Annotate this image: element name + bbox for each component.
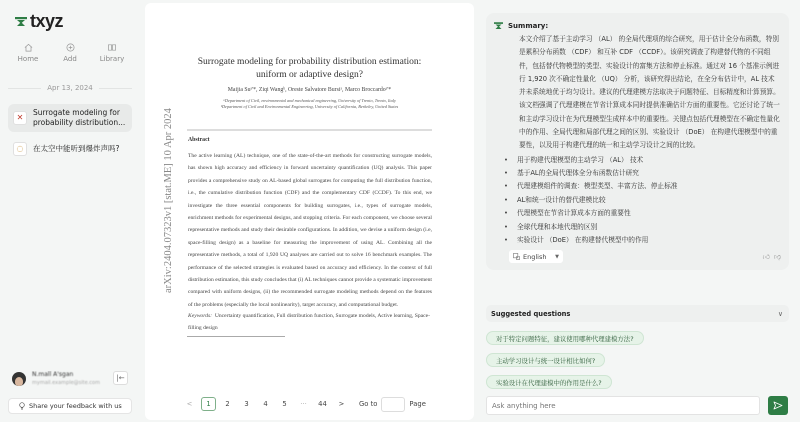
page-button-1[interactable]: 1 [201, 397, 216, 411]
nav-library-label: Library [99, 55, 125, 63]
feedback-label: Share your feedback with us [29, 402, 122, 410]
nav-home-label: Home [17, 55, 39, 63]
summary-heading: Summary: [508, 22, 549, 30]
summary-bullets [504, 154, 781, 248]
history-item-paper[interactable] [8, 104, 132, 132]
logo[interactable] [15, 11, 63, 32]
keywords [188, 311, 432, 334]
user-email: mymail.example@site.com [32, 380, 100, 386]
bullet-item: • 基于AL的全局代理体全分布函数估计研究 [504, 167, 781, 180]
thumbs-down-icon[interactable]: 👎︎ [773, 253, 781, 262]
feedback-button[interactable] [8, 398, 132, 414]
page-button-last[interactable]: 44 [318, 400, 327, 408]
nav-add-label: Add [63, 55, 77, 63]
page-label: Page [409, 400, 426, 408]
paper-title [145, 56, 474, 82]
chat-icon: ◌ [13, 142, 27, 156]
date-divider-label: Apr 13, 2024 [47, 84, 93, 92]
goto-label: Go to [359, 400, 378, 408]
user-name: N.mall A'sgan [32, 371, 74, 378]
history-item-label: 在太空中能听到爆炸声吗? [33, 143, 120, 153]
language-select[interactable] [509, 250, 563, 263]
logo-text: txyz [30, 11, 64, 31]
keywords-text: Uncertainty quantification, Full distribution function, Surrogate models, Active learning, Space-filling design [188, 313, 430, 331]
txyz-logo-icon [494, 22, 503, 30]
thumbs-up-icon[interactable]: 👍︎ [762, 253, 770, 262]
summary-footer [494, 250, 781, 264]
book-icon [107, 43, 117, 52]
page-button-5[interactable]: 5 [282, 400, 287, 408]
page-button-2[interactable]: 2 [225, 400, 230, 408]
pdf-icon: ✕ [13, 111, 27, 125]
page-button-4[interactable]: 4 [263, 400, 268, 408]
chat-input[interactable] [486, 396, 760, 415]
next-page-button[interactable]: > [338, 400, 345, 408]
home-icon [24, 43, 33, 52]
nav-library-button[interactable] [92, 43, 132, 63]
plus-circle-icon [66, 43, 75, 52]
suggested-question-chip[interactable]: 实验设计在代理建模中的作用是什么? [486, 375, 612, 389]
page-button-3[interactable]: 3 [244, 400, 249, 408]
arxiv-stamp: arXiv:2404.07323v1 [stat.ME] 10 Apr 2024 [163, 108, 174, 293]
abstract-heading: Abstract [188, 137, 210, 143]
summary-card [486, 13, 789, 270]
bullet-item: • 代理模型在节省计算成本方面的重要性 [504, 207, 781, 220]
date-divider [8, 84, 132, 92]
keywords-label: Keywords: [188, 313, 213, 320]
lightbulb-icon [19, 402, 25, 410]
bullet-item: • 全球代理和本地代理的区别 [504, 221, 781, 234]
language-value: English [523, 252, 547, 261]
paper-affiliations [145, 98, 474, 110]
pdf-viewer[interactable] [145, 3, 474, 420]
sidebar [0, 0, 140, 422]
paper-title-line1: Surrogate modeling for probability distribution estimation: [197, 57, 422, 67]
paper-body [187, 129, 432, 337]
divider [187, 129, 432, 131]
logo-icon [15, 17, 27, 27]
collapse-icon: |← [116, 374, 125, 382]
abstract-text: The active learning (AL) technique, one of the state-of-the-art methods for constructing surrogate models, has shown high accuracy and efficiency in forward uncertainty quantification (UQ) analysis. This paper provides a comprehensive study on AL-based global surrogates for computing the full distribution function, i.e., the cumulative distribution function (CDF) and the complementary CDF (CCDF). To this end, we investigate the three essential components for building surrogates, i.e., types of surrogate models, enrichment methods for experimental designs, and stopping criteria. For each component, we choose several representative methods and study their desirable configurations. In addition, we devise a uniform design (i.e, space-filling design) as a baseline for measuring the improvement of using AL. Combining all the representative methods, a total of 1,920 UQ analyses are carried out to solve 16 benchmark examples. The performance of the selected strategies is evaluated based on accuracy and efficiency. In the context of full distribution estimation, this study concludes that (i) AL techniques cannot provide a systematic improvement compared with uniform designs, (ii) the recommended surrogate modeling methods depend on the features of the problems (especially the local nonlinearity), target accuracy, and computational budget. [188, 153, 432, 308]
collapse-sidebar-button[interactable] [113, 371, 128, 385]
paper-title-line2: uniform or adaptive design? [256, 70, 363, 80]
user-profile[interactable] [12, 371, 110, 386]
nav-add-button[interactable] [50, 43, 90, 63]
summary-header [494, 21, 781, 31]
footnote-rule [187, 336, 285, 337]
affiliation-b: ᵇDepartment of Civil and Environmental Engineering, University of California, Berkeley, United States [220, 104, 399, 109]
page-ellipsis[interactable]: ··· [300, 400, 307, 408]
suggested-question-chip[interactable]: 对于特定问题特征，建议使用哪种代理建模方法? [486, 331, 644, 345]
summary-text: 本文介绍了基于主动学习 （AL） 的全局代理项的综合研究，用于估计全分布函数，特别是累积分布函数 （CDF） 和互补 CDF （CCDF）。该研究调查了构建替代物的不同组件，包括替代物模型的类型、实验设计的富集方法和停止标准。通过对 16 个基准示例进行 1,920 次不确定性量化 （UQ） 分析，该研究得出结论，在全分布估计中，AL 技术并未系统地优于均匀设计。建议的代理建模方法取决于问题特征、目标精度和计算预算。该文档强调了代理建模在节省计算成本同时提供准确估计方面的重要性。它还讨论了统一和主动学习设计在为代理模型生成样本中的重要性。关键点包括代理模型在不确定性量化中的作用、全局代理和局部代理之间的区别、实验设计 （DoE） 在构建代理模型中的重要性，以及用于构建代理的统一和主动学习设计之间的比较。 [519, 35, 780, 150]
avatar [12, 372, 26, 386]
history-item-chat[interactable] [8, 138, 132, 160]
bullet-item: • 用于构建代理模型的主动学习 （AL） 技术 [504, 154, 781, 167]
send-icon [773, 401, 783, 410]
goto-page-input[interactable] [381, 397, 405, 412]
chevron-down-icon: ∨ [777, 309, 783, 318]
suggested-question-chip[interactable]: 主动学习设计与统一设计相比如何? [486, 353, 605, 367]
pagination [180, 393, 426, 415]
paper-authors: Maijia Suᵃ'*, Ziqi Wangᵇ, Oreste Salvatore Bursiᵃ, Marco Broccardoᵃ'* [227, 87, 392, 93]
history-item-label: Surrogate modeling for probability distribution... [33, 108, 126, 128]
translate-icon [513, 253, 520, 260]
prev-page-button[interactable]: < [186, 400, 193, 408]
suggested-questions-heading: Suggested questions [491, 309, 571, 318]
affiliation-a: ᵃDepartment of Civil, environmental and mechanical engineering, University of Trento, Trento, Italy [223, 98, 396, 103]
bullet-item: • AL和统一设计的替代建模比较 [504, 194, 781, 207]
bullet-item: • 实验设计 （DoE） 在构建替代模型中的作用 [504, 234, 781, 247]
suggested-questions-header[interactable] [486, 305, 789, 322]
send-button[interactable] [768, 396, 788, 415]
nav-home-button[interactable] [8, 43, 48, 63]
caret-down-icon: ▼ [555, 253, 559, 260]
feedback-thumbs [763, 252, 781, 261]
sidebar-nav [8, 43, 132, 63]
bullet-item: • 代理建模组件的调查：模型类型、丰富方法、停止标准 [504, 180, 781, 193]
